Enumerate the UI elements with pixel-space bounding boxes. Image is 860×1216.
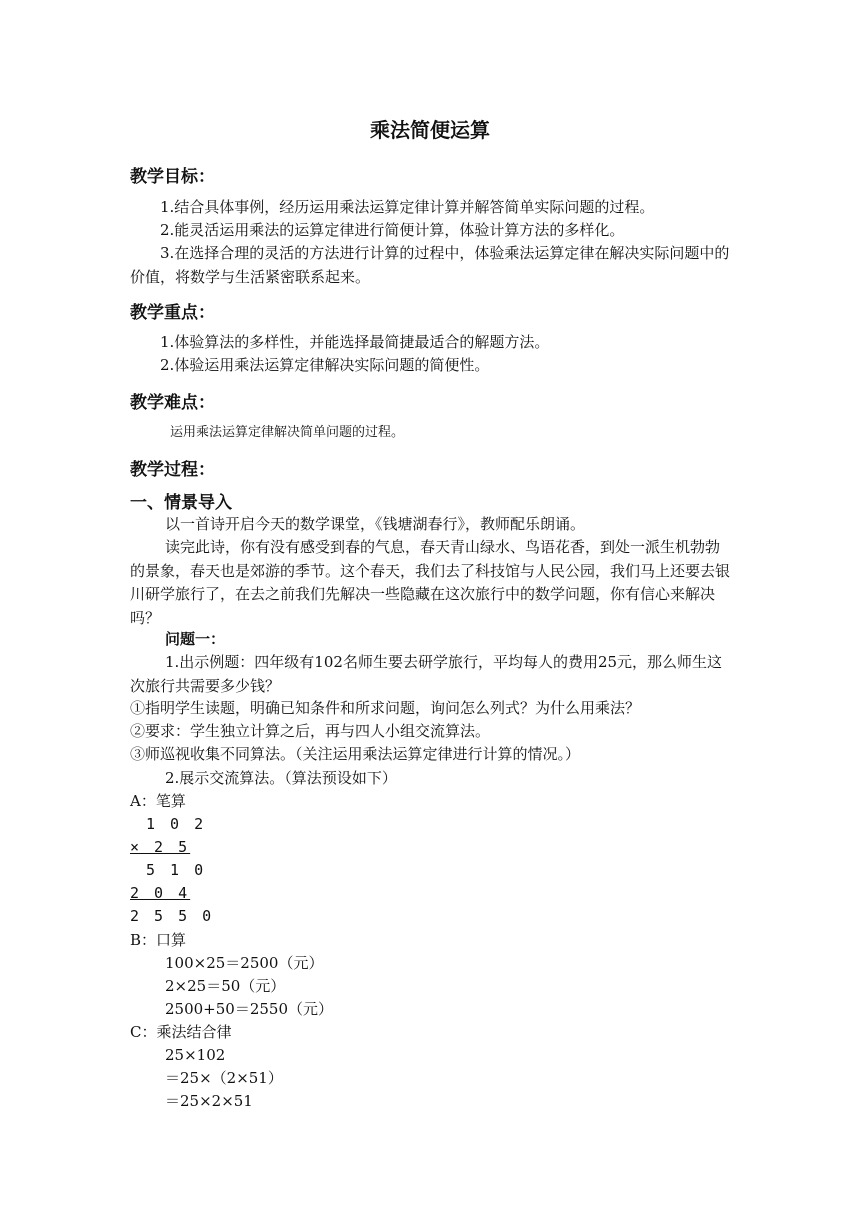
method-a-label: A：笔算 [130, 792, 186, 810]
goal-item: 1.结合具体事例，经历运用乘法运算定律计算并解答简单实际问题的过程。 [160, 198, 655, 216]
calc-line: × 2 5 [130, 838, 191, 856]
method-c-label: C：乘法结合律 [130, 1023, 232, 1041]
intro-paragraph: 以一首诗开启今天的数学课堂，《钱塘湖春行》，教师配乐朗诵。 [165, 515, 586, 533]
calc-line: 1 0 2 [146, 815, 207, 833]
goal-item: 2.能灵活运用乘法的运算定律进行简便计算，体验计算方法的多样化。 [160, 221, 625, 239]
method-b-label: B：口算 [130, 931, 187, 949]
key-item: 2.体验运用乘法运算定律解决实际问题的简便性。 [160, 356, 490, 374]
calc-line: 2500+50＝2550（元） [165, 1000, 334, 1018]
calc-line: 2 5 5 0 [130, 907, 215, 925]
step-two: 2.展示交流算法。（算法预设如下） [165, 769, 397, 787]
question-label: 问题一： [165, 630, 226, 648]
sub-step: ②要求：学生独立计算之后，再与四人小组交流算法。 [130, 722, 491, 740]
example-problem: 1.出示例题：四年级有102名师生要去研学旅行，平均每人的费用25元，那么师生这次旅行共需要多少钱？ [130, 653, 723, 695]
page-title: 乘法简便运算 [370, 118, 490, 142]
calc-line: 5 1 0 [146, 861, 207, 879]
key-item: 1.体验算法的多样性，并能选择最简捷最适合的解题方法。 [160, 333, 550, 351]
calc-line: 2×25＝50（元） [165, 977, 286, 995]
sub-step: ①指明学生读题，明确已知条件和所求问题，询问怎么列式？为什么用乘法？ [130, 699, 641, 717]
calc-line: 100×25＝2500（元） [165, 954, 324, 972]
heading-difficulty: 教学难点： [130, 393, 215, 413]
sub-step: ③师巡视收集不同算法。（关注运用乘法运算定律进行计算的情况。） [130, 745, 581, 763]
difficulty-text: 运用乘法运算定律解决简单问题的过程。 [170, 425, 405, 440]
calc-line: ＝25×（2×51） [165, 1069, 283, 1087]
intro-paragraph: 读完此诗，你有没有感受到春的气息，春天青山绿水、鸟语花香，到处一派生机勃勃的景象，春天也是郊游的季节。这个春天，我们去了科技馆与人民公园，我们马上还要去银川研学旅行了，在去之前我们先解决一些隐藏在这次旅行中的数学问题，你有信心来解决吗？ [130, 538, 731, 627]
heading-key-points: 教学重点： [130, 303, 215, 323]
heading-teaching-goals: 教学目标： [130, 167, 215, 187]
calc-line: 25×102 [165, 1046, 226, 1064]
calc-line: 2 0 4 [130, 884, 191, 902]
calc-line: ＝25×2×51 [165, 1092, 253, 1110]
section-intro-heading: 一、情景导入 [130, 493, 232, 513]
goal-item: 3.在选择合理的灵活的方法进行计算的过程中，体验乘法运算定律在解决实际问题中的价值，将数学与生活紧密联系起来。 [130, 244, 730, 286]
heading-process: 教学过程： [130, 460, 215, 480]
